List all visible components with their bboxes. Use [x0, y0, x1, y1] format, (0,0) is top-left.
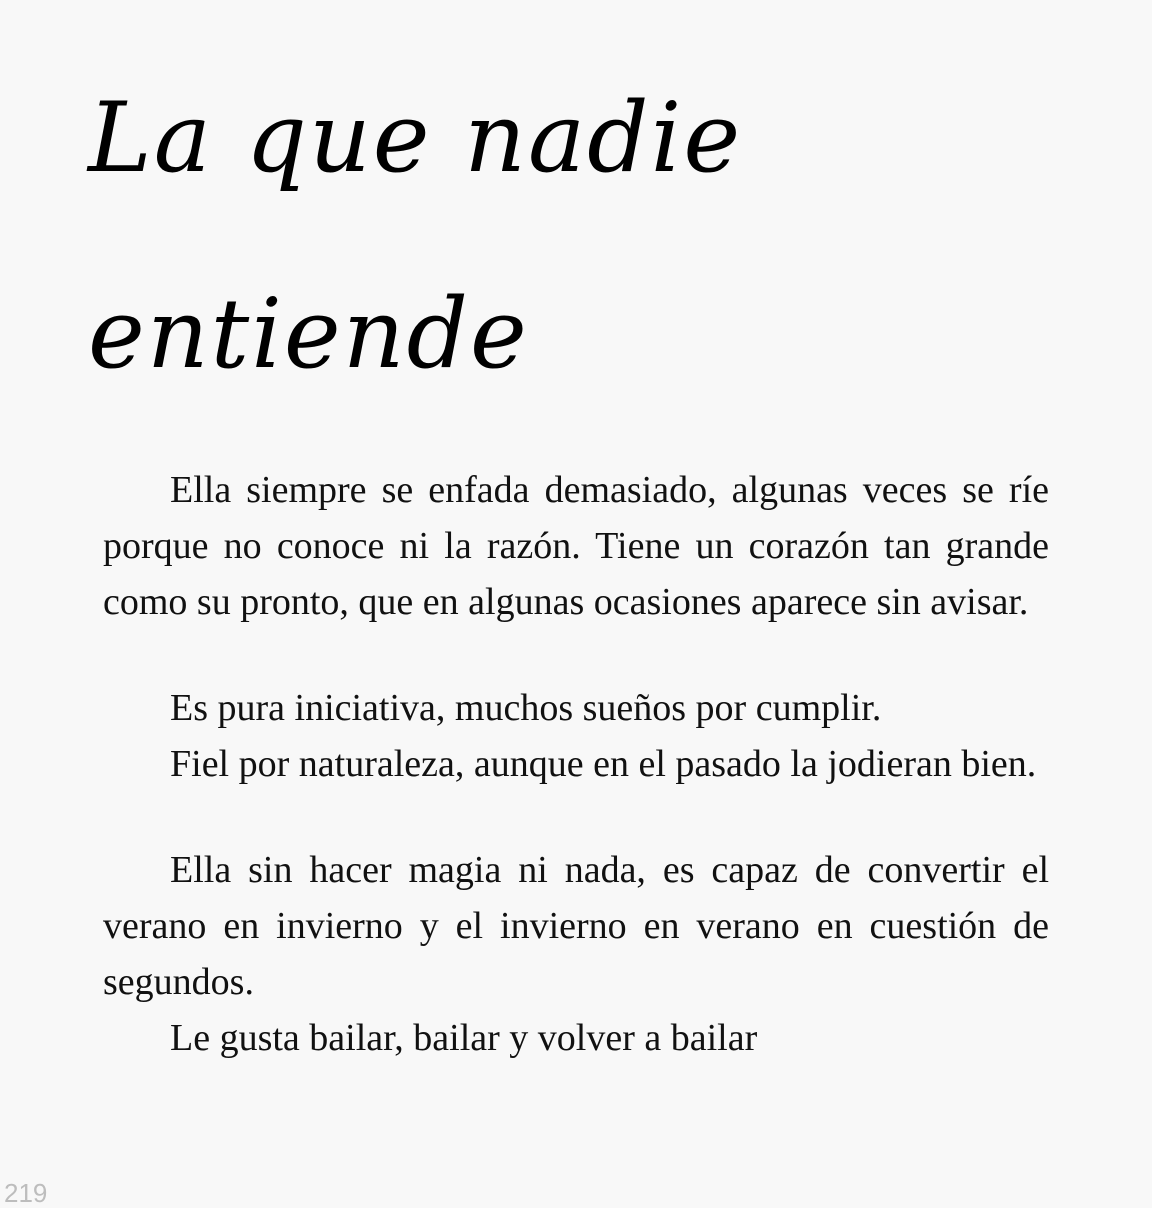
- paragraph-4: Ella sin hacer magia ni nada, es capaz de convertir el verano en invierno y el invierno en verano en cuestión de segundos.: [103, 849, 1049, 1003]
- paragraph-5: Le gusta bailar, bailar y volver a bailar: [170, 1017, 758, 1059]
- body-text: [103, 462, 1049, 1066]
- chapter-title-line-1: La que nadie: [88, 82, 743, 194]
- paragraph-spacer: [103, 792, 1049, 842]
- chapter-title: [88, 40, 848, 432]
- paragraph-1: Ella siempre se enfada demasiado, algunas veces se ríe porque no conoce ni la razón. Tiene un corazón tan grande como su pronto, que en algunas ocasiones aparece sin avisar.: [103, 469, 1049, 623]
- chapter-title-line-2: entiende: [88, 278, 529, 390]
- paragraph-2: Es pura iniciativa, muchos sueños por cumplir.: [170, 687, 882, 729]
- paragraph-spacer: [103, 630, 1049, 680]
- paragraph-3: Fiel por naturaleza, aunque en el pasado la jodieran bien.: [170, 743, 1037, 785]
- page-number: 219: [4, 1178, 48, 1208]
